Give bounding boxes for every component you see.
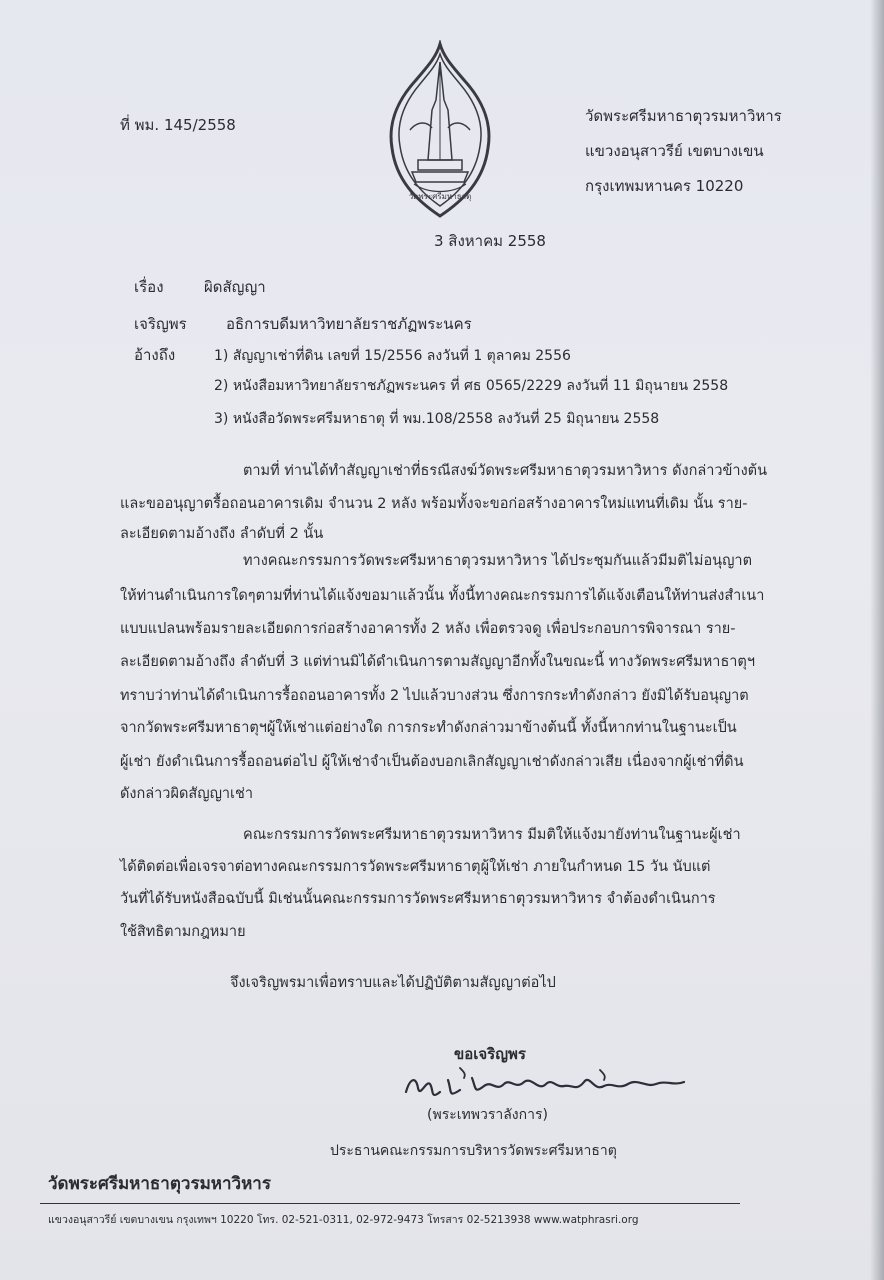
body-line: ทางคณะกรรมการวัดพระศรีมหาธาตุวรมหาวิหาร ได้ประชุมกันแล้วมีมติไม่อนุญาต xyxy=(243,553,752,569)
body-line: จากวัดพระศรีมหาธาตุฯผู้ให้เช่าแต่อย่างใด การกระทำดังกล่าวมาข้างต้นนี้ ทั้งนี้หากท่านในฐานะเป็น xyxy=(120,720,737,736)
temple-seal-icon xyxy=(384,40,496,220)
body-line: ให้ท่านดำเนินการใดๆตามที่ท่านได้แจ้งขอมาแล้วนั้น ทั้งนี้ทางคณะกรรมการได้แจ้งเตือนให้ท่านส่งสำเนา xyxy=(120,588,765,604)
signatory-name: (พระเทพวราลังการ) xyxy=(427,1107,548,1123)
to-value: อธิการบดีมหาวิทยาลัยราชภัฏพระนคร xyxy=(226,315,472,333)
salutation: ขอเจริญพร xyxy=(454,1045,526,1063)
footer-org-name: วัดพระศรีมหาธาตุวรมหาวิหาร xyxy=(48,1174,271,1194)
reference-item: 2) หนังสือมหาวิทยาลัยราชภัฏพระนคร ที่ ศธ 0565/2229 ลงวันที่ 11 มิถุนายน 2558 xyxy=(214,378,729,394)
footer-divider xyxy=(40,1203,740,1204)
address-line-3: กรุงเทพมหานคร 10220 xyxy=(585,177,744,195)
page-edge-shadow xyxy=(870,0,884,1280)
document-number: ที่ พม. 145/2558 xyxy=(120,116,236,134)
seal-text: วัดพระศรีมหาธาตุ xyxy=(408,192,472,201)
body-line: ใช้สิทธิตามกฎหมาย xyxy=(120,924,246,940)
body-line: ละเอียดตามอ้างถึง ลำดับที่ 2 นั้น xyxy=(120,526,324,542)
reference-item: 3) หนังสือวัดพระศรีมหาธาตุ ที่ พม.108/2558 ลงวันที่ 25 มิถุนายน 2558 xyxy=(214,411,660,427)
footer-contact: แขวงอนุสาวรีย์ เขตบางเขน กรุงเทพฯ 10220 โทร. 02-521-0311, 02-972-9473 โทรสาร 02-5213938 www.watphrasri.org xyxy=(48,1214,639,1226)
body-line: วันที่ได้รับหนังสือฉบับนี้ มิเช่นนั้นคณะกรรมการวัดพระศรีมหาธาตุวรมหาวิหาร จำต้องดำเนินการ xyxy=(120,891,716,907)
body-line: ทราบว่าท่านได้ดำเนินการรื้อถอนอาคารทั้ง 2 ไปแล้วบางส่วน ซึ่งการกระทำดังกล่าว ยังมิได้รับอนุญาต xyxy=(120,688,749,704)
subject-label: เรื่อง xyxy=(134,278,164,296)
subject-value: ผิดสัญญา xyxy=(204,278,266,296)
closing-line: จึงเจริญพรมาเพื่อทราบและได้ปฏิบัติตามสัญญาต่อไป xyxy=(230,975,556,991)
body-line: และขออนุญาตรื้อถอนอาคารเดิม จำนวน 2 หลัง พร้อมทั้งจะขอก่อสร้างอาคารใหม่แทนที่เดิม นั้น ราย- xyxy=(120,496,748,512)
body-line: ดังกล่าวผิดสัญญาเช่า xyxy=(120,786,253,802)
to-label: เจริญพร xyxy=(134,315,187,333)
letter-date: 3 สิงหาคม 2558 xyxy=(434,232,546,250)
reference-item: 1) สัญญาเช่าที่ดิน เลขที่ 15/2556 ลงวันที่ 1 ตุลาคม 2556 xyxy=(214,348,571,364)
body-line: ตามที่ ท่านได้ทำสัญญาเช่าที่ธรณีสงฆ์วัดพระศรีมหาธาตุวรมหาวิหาร ดังกล่าวข้างต้น xyxy=(243,463,767,479)
address-line-2: แขวงอนุสาวรีย์ เขตบางเขน xyxy=(585,142,764,160)
address-line-1: วัดพระศรีมหาธาตุวรมหาวิหาร xyxy=(585,107,782,125)
body-line: ผู้เช่า ยังดำเนินการรื้อถอนต่อไป ผู้ให้เช่าจำเป็นต้องบอกเลิกสัญญาเช่าดังกล่าวเสีย เนื่องจากผู้เช่าที่ดิน xyxy=(120,754,744,770)
body-line: ละเอียดตามอ้างถึง ลำดับที่ 3 แต่ท่านมิได้ดำเนินการตามสัญญาอีกทั้งในขณะนี้ ทางวัดพระศรีมหาธาตุฯ xyxy=(120,654,755,670)
body-line: คณะกรรมการวัดพระศรีมหาธาตุวรมหาวิหาร มีมติให้แจ้งมายังท่านในฐานะผู้เช่า xyxy=(243,827,741,843)
reference-label: อ้างถึง xyxy=(134,346,176,364)
body-line: แบบแปลนพร้อมรายละเอียดการก่อสร้างอาคารทั้ง 2 หลัง เพื่อตรวจดู เพื่อประกอบการพิจารณา ราย- xyxy=(120,621,736,637)
body-line: ได้ติดต่อเพื่อเจรจาต่อทางคณะกรรมการวัดพระศรีมหาธาตุผู้ให้เช่า ภายในกำหนด 15 วัน นับแต่ xyxy=(120,859,711,875)
signatory-position: ประธานคณะกรรมการบริหารวัดพระศรีมหาธาตุ xyxy=(330,1143,617,1159)
